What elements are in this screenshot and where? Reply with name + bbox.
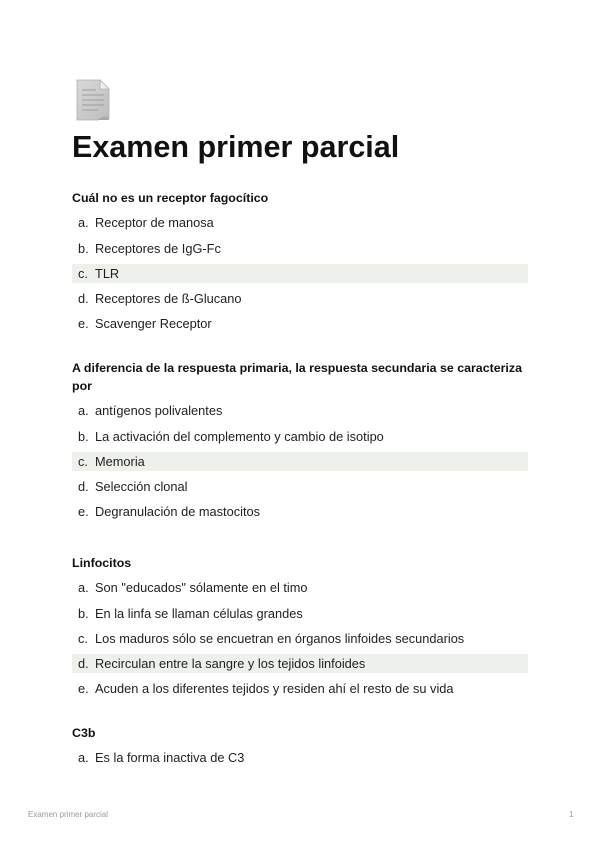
option-text: Receptores de IgG-Fc	[95, 240, 221, 256]
option-letter: c.	[78, 453, 88, 469]
question-block	[72, 554, 530, 698]
option-text: antígenos polivalentes	[95, 403, 223, 419]
option-letter: c.	[78, 630, 88, 646]
option-row	[72, 502, 528, 521]
question-prompt: A diferencia de la respuesta primaria, la respuesta secundaria se caracteriza por	[72, 361, 522, 393]
option-row	[72, 314, 528, 333]
option-row	[72, 604, 528, 623]
question-block	[72, 189, 530, 333]
option-letter: a.	[78, 580, 89, 596]
option-row	[72, 427, 528, 446]
question-prompt: Linfocitos	[72, 556, 132, 570]
option-letter: c.	[78, 265, 88, 281]
option-text: Recirculan entre la sangre y los tejidos linfoides	[95, 656, 366, 672]
option-letter: b.	[78, 240, 89, 256]
option-text: Son "educados" sólamente en el timo	[95, 580, 308, 596]
question-prompt: C3b	[72, 726, 96, 740]
option-letter: a.	[78, 215, 89, 231]
option-text: Acuden a los diferentes tejidos y residen ahí el resto de su vida	[95, 681, 454, 697]
option-letter: d.	[78, 656, 89, 672]
option-row	[72, 748, 528, 767]
option-text: En la linfa se llaman células grandes	[95, 605, 303, 621]
option-row	[72, 477, 528, 496]
option-letter: a.	[78, 750, 89, 766]
footer-page-number: 1	[569, 810, 574, 819]
option-letter: d.	[78, 479, 89, 495]
option-letter: b.	[78, 605, 89, 621]
option-letter: e.	[78, 681, 89, 697]
question-block	[72, 359, 530, 521]
option-row	[72, 239, 528, 258]
option-letter: b.	[78, 428, 89, 444]
page-title: Examen primer parcial	[72, 130, 400, 164]
option-text: Es la forma inactiva de C3	[95, 750, 245, 766]
option-row	[72, 654, 528, 673]
option-row	[72, 213, 528, 232]
option-row	[72, 452, 528, 471]
option-text: Receptores de ß-Glucano	[95, 291, 242, 307]
option-letter: e.	[78, 316, 89, 332]
option-row	[72, 629, 528, 648]
option-row	[72, 578, 528, 597]
option-text: TLR	[95, 265, 120, 281]
option-text: Los maduros sólo se encuetran en órganos linfoides secundarios	[95, 630, 465, 646]
question-prompt: Cuál no es un receptor fagocítico	[72, 191, 269, 205]
option-row	[72, 264, 528, 283]
option-text: La activación del complemento y cambio de isotipo	[95, 428, 384, 444]
question-block	[72, 724, 530, 767]
option-text: Selección clonal	[95, 479, 188, 495]
footer-document-title: Examen primer parcial	[28, 810, 109, 819]
document-page-icon	[74, 78, 112, 122]
option-row	[72, 401, 528, 420]
option-row	[72, 289, 528, 308]
option-letter: d.	[78, 291, 89, 307]
option-text: Memoria	[95, 453, 145, 469]
option-letter: a.	[78, 403, 89, 419]
option-text: Degranulación de mastocitos	[95, 504, 261, 520]
option-letter: e.	[78, 504, 89, 520]
option-text: Receptor de manosa	[95, 215, 214, 231]
option-row	[72, 679, 528, 698]
option-text: Scavenger Receptor	[95, 316, 212, 332]
